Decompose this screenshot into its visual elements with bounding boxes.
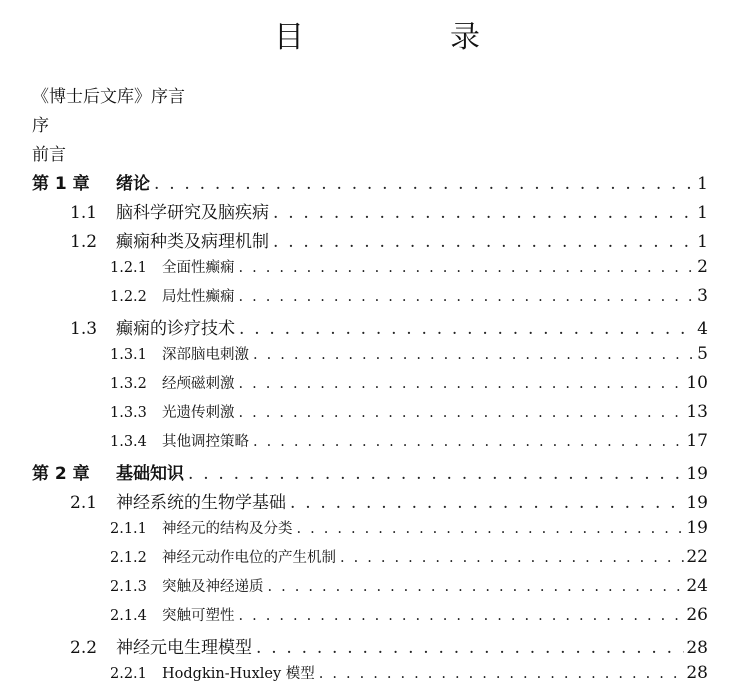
toc-front-preface-series[interactable]: 《博士后文库》序言 — [32, 87, 185, 107]
toc-entry-number: 2.1.1 — [110, 521, 147, 537]
toc-entry-page: 24 — [686, 576, 708, 596]
toc-entry-number: 2.1.4 — [110, 608, 147, 624]
toc-entry-page: 1 — [697, 174, 708, 194]
toc-entry[interactable] — [70, 488, 708, 513]
toc-entry-label: Hodgkin-Huxley 模型 — [162, 666, 315, 682]
toc-entry-number: 第 1 章 — [32, 174, 90, 194]
toc-entry-page: 19 — [686, 493, 708, 513]
toc-entry-page: 22 — [686, 547, 708, 567]
toc-entry-number: 1.2 — [70, 232, 98, 252]
toc-leader-dots — [340, 550, 684, 566]
toc-entry-number: 1.2.1 — [110, 260, 147, 276]
toc-entry-number: 1.3.3 — [110, 405, 147, 421]
toc-entry-page: 19 — [686, 464, 708, 484]
toc-entry-label: 神经元动作电位的产生机制 — [162, 550, 336, 566]
toc-entry-number: 2.1.2 — [110, 550, 147, 566]
toc-entry[interactable] — [32, 169, 708, 194]
toc-entry[interactable] — [110, 662, 708, 683]
toc-entry-number: 1.3.4 — [110, 434, 147, 450]
toc-leader-dots — [253, 434, 684, 450]
toc-leader-dots — [297, 521, 685, 537]
toc-entry-label: 光遗传刺激 — [162, 405, 235, 421]
toc-entry-page: 26 — [686, 605, 708, 625]
toc-entry[interactable] — [70, 198, 708, 223]
toc-entry-label: 脑科学研究及脑疾病 — [116, 203, 269, 223]
toc-entry-number: 1.1 — [70, 203, 98, 223]
toc-entry-number: 第 2 章 — [32, 464, 90, 484]
toc-leader-dots — [188, 464, 684, 484]
toc-entry-number: 2.2.1 — [110, 666, 147, 682]
toc-entry-number: 2.2 — [70, 638, 98, 658]
toc-leader-dots — [239, 376, 685, 392]
toc-entry-label: 绪论 — [116, 174, 150, 194]
toc-entry-number: 1.3.1 — [110, 347, 147, 363]
toc-entry-label: 神经元的结构及分类 — [162, 521, 293, 537]
toc-leader-dots — [319, 666, 685, 682]
toc-entry[interactable] — [32, 459, 708, 484]
toc-entry-label: 全面性癫痫 — [162, 260, 235, 276]
toc-entry[interactable] — [110, 256, 708, 277]
toc-entry-page: 28 — [686, 663, 708, 683]
toc-entry[interactable] — [70, 314, 708, 339]
toc-entry-number: 2.1 — [70, 493, 98, 513]
toc-entry[interactable] — [70, 633, 708, 658]
toc-entry-label: 局灶性癫痫 — [162, 289, 235, 305]
toc-entry-page: 4 — [697, 319, 708, 339]
toc-leader-dots — [239, 319, 695, 339]
toc-entry[interactable] — [110, 517, 708, 538]
toc-entry[interactable] — [110, 604, 708, 625]
toc-entry-label: 神经系统的生物学基础 — [116, 493, 286, 513]
toc-entry-label: 癫痫的诊疗技术 — [116, 319, 235, 339]
toc-title: 目 录 — [274, 20, 538, 55]
toc-entry-page: 10 — [686, 373, 708, 393]
toc-entry[interactable] — [70, 227, 708, 252]
toc-entry[interactable] — [110, 285, 708, 306]
toc-entry[interactable] — [110, 401, 708, 422]
toc-leader-dots — [239, 405, 685, 421]
toc-entry-page: 5 — [697, 344, 708, 364]
toc-entry[interactable] — [110, 372, 708, 393]
toc-leader-dots — [239, 608, 685, 624]
toc-entry-page: 1 — [697, 232, 708, 252]
toc-entry-page: 13 — [686, 402, 708, 422]
toc-entry-page: 17 — [686, 431, 708, 451]
toc-entry-label: 突触及神经递质 — [162, 579, 264, 595]
toc-entry-page: 1 — [697, 203, 708, 223]
toc-leader-dots — [273, 232, 695, 252]
toc-entry-label: 基础知识 — [116, 464, 184, 484]
toc-entry-label: 经颅磁刺激 — [162, 376, 235, 392]
toc-entry-page: 2 — [697, 257, 708, 277]
toc-entry-label: 癫痫种类及病理机制 — [116, 232, 269, 252]
toc-entry-label: 其他调控策略 — [162, 434, 249, 450]
toc-entry-number: 2.1.3 — [110, 579, 147, 595]
toc-leader-dots — [253, 347, 695, 363]
toc-leader-dots — [268, 579, 685, 595]
toc-leader-dots — [239, 289, 696, 305]
toc-leader-dots — [290, 493, 684, 513]
toc-entry-label: 神经元电生理模型 — [116, 638, 252, 658]
toc-entry[interactable] — [110, 430, 708, 451]
toc-entry[interactable] — [110, 546, 708, 567]
toc-leader-dots — [256, 638, 684, 658]
toc-entry-number: 1.3 — [70, 319, 98, 339]
toc-leader-dots — [154, 174, 695, 194]
toc-front-foreword[interactable]: 序 — [32, 116, 49, 136]
toc-front-preface[interactable]: 前言 — [32, 145, 66, 165]
toc-entry-page: 19 — [686, 518, 708, 538]
toc-entry[interactable] — [110, 343, 708, 364]
toc-entry-number: 1.2.2 — [110, 289, 147, 305]
toc-entry-page: 28 — [686, 638, 708, 658]
toc-entry[interactable] — [110, 575, 708, 596]
toc-entry-page: 3 — [697, 286, 708, 306]
toc-leader-dots — [239, 260, 696, 276]
toc-entry-label: 深部脑电刺激 — [162, 347, 249, 363]
toc-entry-number: 1.3.2 — [110, 376, 147, 392]
toc-leader-dots — [273, 203, 695, 223]
toc-entry-label: 突触可塑性 — [162, 608, 235, 624]
